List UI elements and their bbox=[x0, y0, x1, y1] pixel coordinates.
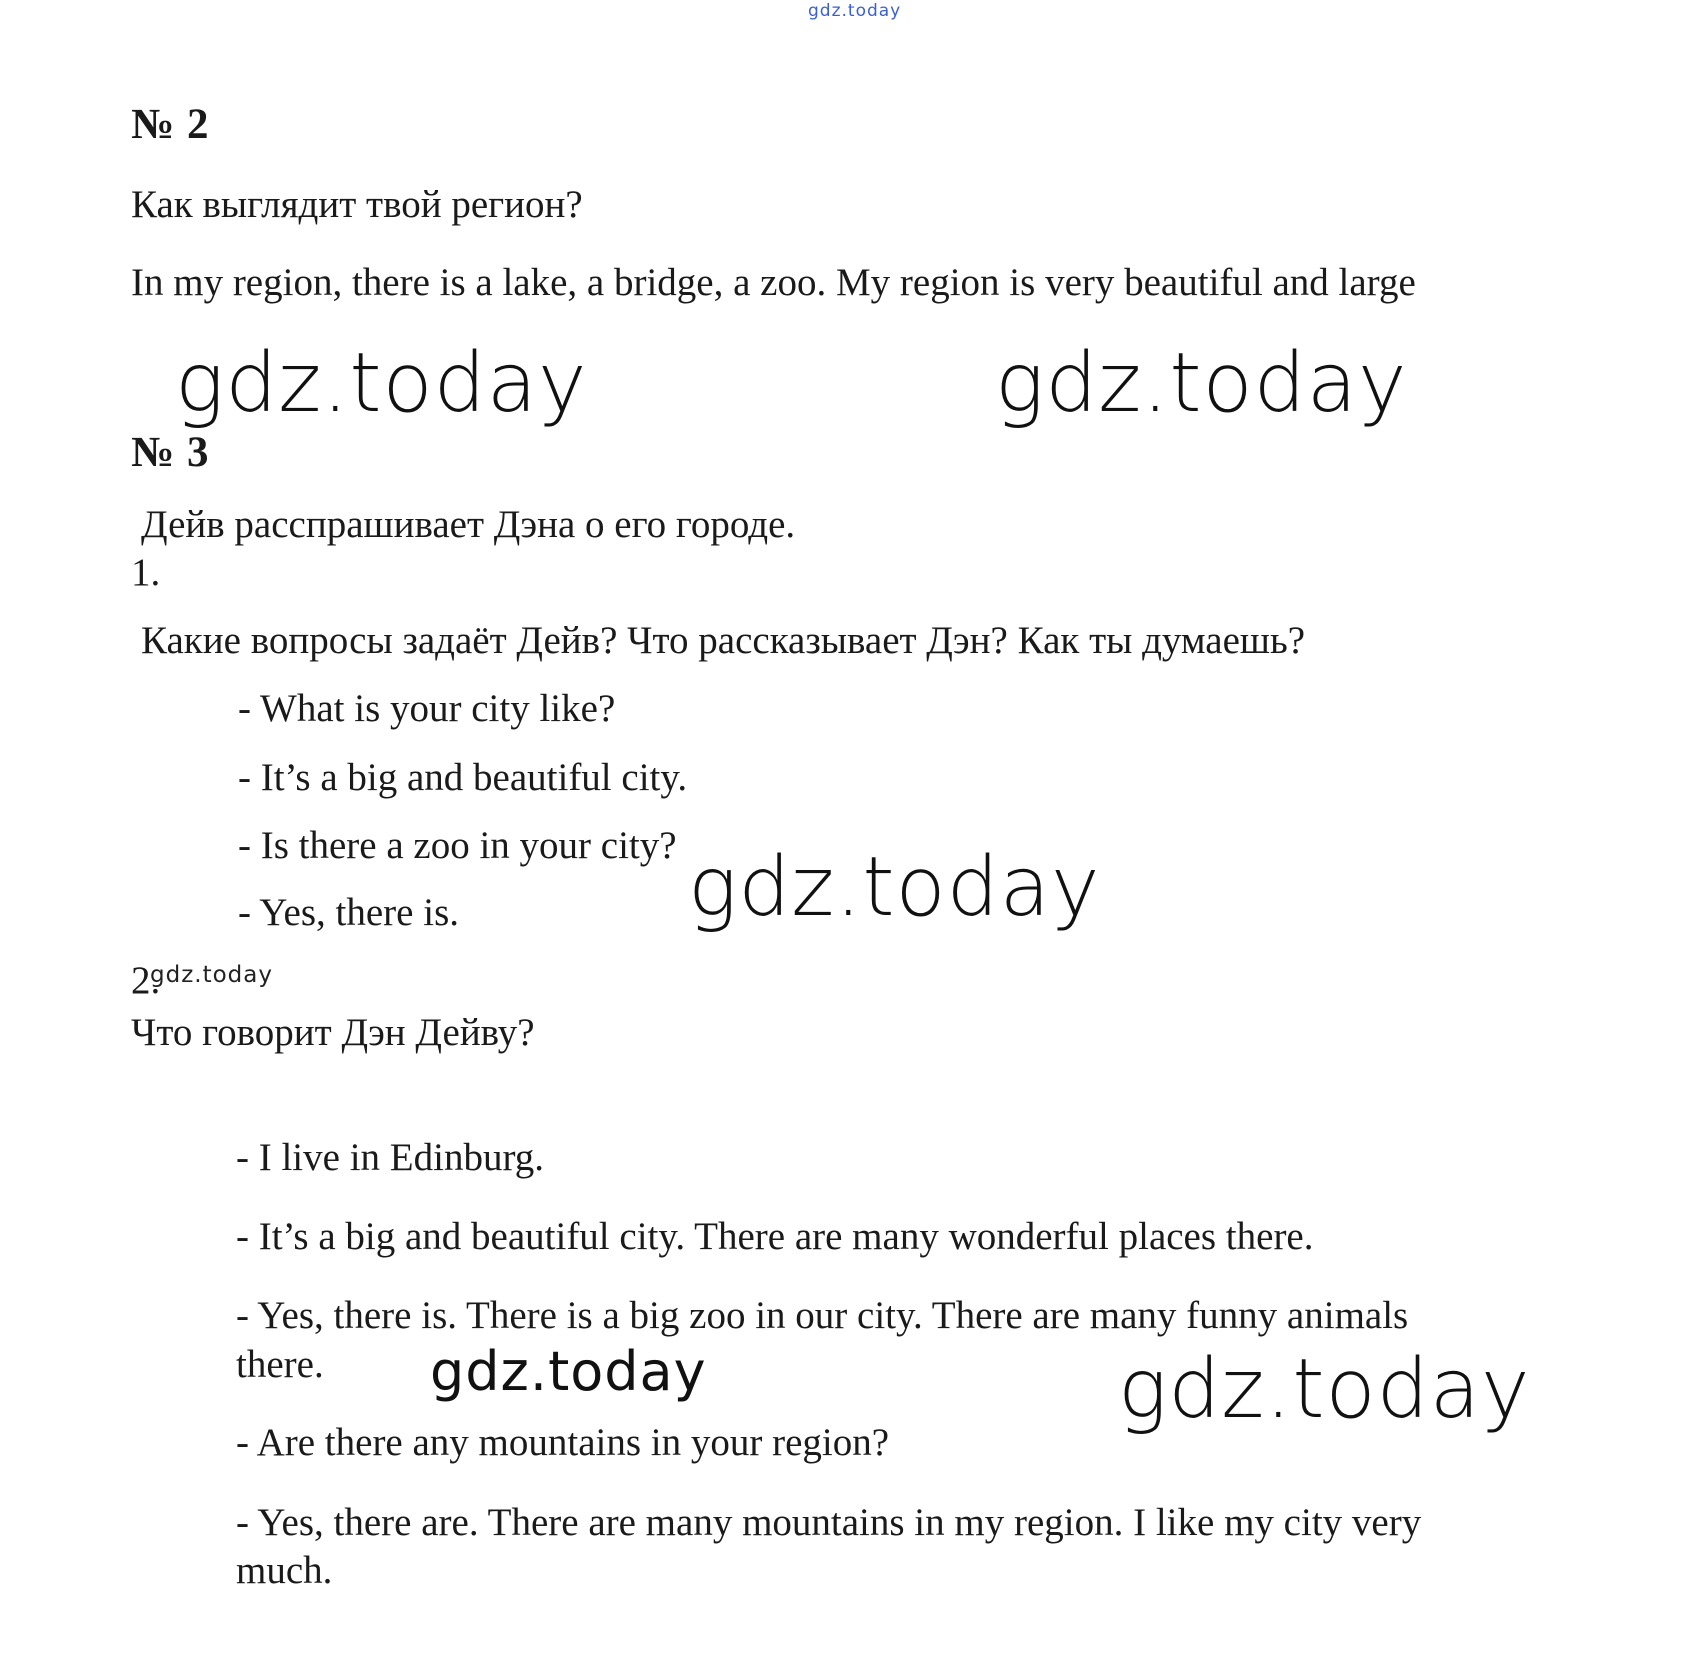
dialogue-line: - Are there any mountains in your region? bbox=[236, 1421, 890, 1464]
watermark-left: gdz.today bbox=[175, 336, 588, 431]
task-3-part-2-label: 2. bbox=[131, 959, 161, 1002]
watermark-top: gdz.today bbox=[808, 1, 902, 21]
dialogue-line: - Yes, there are. There are many mountains in my region. I like my city very bbox=[236, 1501, 1422, 1544]
dialogue-line: - It’s a big and beautiful city. bbox=[238, 756, 688, 799]
dialogue-line: - Is there a zoo in your city? bbox=[238, 824, 677, 867]
watermark-bottom-right: gdz.today bbox=[1118, 1342, 1531, 1437]
task-3-part-2-question: Что говорит Дэн Дейву? bbox=[131, 1011, 535, 1054]
dialogue-line: - Yes, there is. bbox=[238, 891, 459, 934]
watermark-bottom-mid: gdz.today bbox=[430, 1340, 707, 1403]
task-2-number: № 2 bbox=[131, 101, 210, 148]
task-3-part-1-question: Какие вопросы задаёт Дейв? Что рассказывает Дэн? Как ты думаешь? bbox=[141, 619, 1306, 662]
watermark-small: gdz.today bbox=[150, 962, 273, 988]
dialogue-line: - It’s a big and beautiful city. There are many wonderful places there. bbox=[236, 1215, 1314, 1258]
task-3-intro: Дейв расспрашивает Дэна о его городе. bbox=[141, 503, 796, 546]
task-2-question: Как выглядит твой регион? bbox=[131, 183, 583, 226]
task-2-answer: In my region, there is a lake, a bridge, a zoo. My region is very beautiful and large bbox=[131, 261, 1416, 304]
dialogue-line: - What is your city like? bbox=[238, 687, 616, 730]
dialogue-line: - I live in Edinburg. bbox=[236, 1136, 544, 1179]
dialogue-line: there. bbox=[236, 1343, 324, 1386]
dialogue-line: - Yes, there is. There is a big zoo in our city. There are many funny animals bbox=[236, 1294, 1409, 1337]
watermark-right: gdz.today bbox=[995, 336, 1408, 431]
task-3-part-1-label: 1. bbox=[131, 551, 161, 594]
watermark-center: gdz.today bbox=[688, 840, 1101, 935]
task-3-number: № 3 bbox=[131, 429, 210, 476]
dialogue-line: much. bbox=[236, 1549, 333, 1592]
